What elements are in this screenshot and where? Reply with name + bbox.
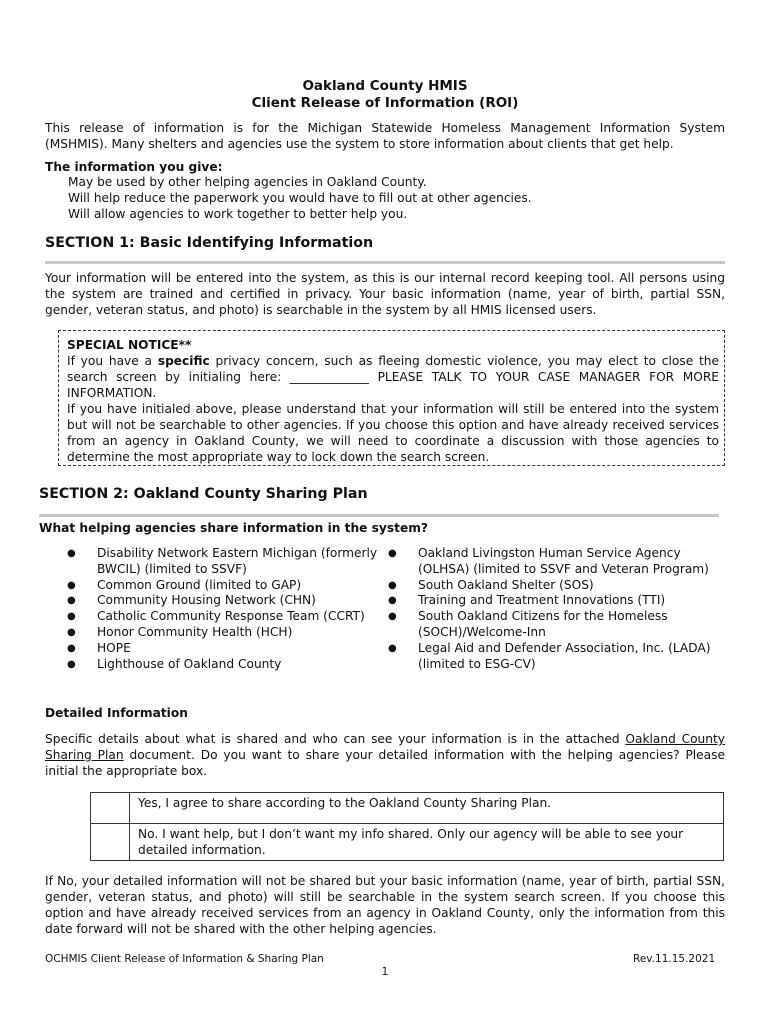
- section2-heading: SECTION 2: Oakland County Sharing Plan: [39, 486, 368, 502]
- special-notice-title: SPECIAL NOTICE**: [67, 338, 192, 352]
- page-number: 1: [381, 966, 389, 978]
- initial-box-yes[interactable]: [91, 793, 130, 824]
- section1-divider: [45, 261, 725, 264]
- info-item: Will allow agencies to work together to better help you.: [68, 206, 408, 221]
- special-notice-paragraph-2: If you have initialed above, please understand that your information will still be entered into the system but will not be searchable to other agencies. If you choose this option and have already received services from an agency in Oakland County, we will need to coordinate a discussion with those agencies to determine the most appropriate way to lock down the search screen.: [67, 402, 719, 464]
- detail-heading: Detailed Information: [45, 706, 188, 720]
- sharing-plan-link[interactable]: Oakland County Sharing Plan: [45, 732, 725, 762]
- consent-row-no: [91, 824, 724, 861]
- agency-item: ● Catholic Community Response Team (CCRT): [64, 609, 394, 625]
- special-notice-paragraph-1: If you have a specific privacy concern, such as fleeing domestic violence, you may elect to close the search screen by initialing here: _____________ PLEASE TALK TO YOUR CASE MANAGER FOR MORE INFORMATION.: [67, 354, 719, 400]
- agency-item: ● Legal Aid and Defender Association, Inc. (LADA) (limited to ESG-CV): [385, 641, 735, 673]
- closing-paragraph: If No, your detailed information will not be shared but your basic information (name, year of birth, partial SSN, gender, veteran status, and photo) will still be searchable in the system search screen. If you choose this option and have already received services from an agency in Oakland County, only the information from this date forward will not be shared with the other helping agencies.: [45, 874, 725, 936]
- specific-emphasis: specific: [157, 354, 210, 368]
- agencies-question: What helping agencies share information in the system?: [39, 521, 428, 535]
- agency-list-right: [385, 546, 735, 672]
- special-notice-box: [58, 330, 725, 466]
- info-list: [68, 175, 532, 222]
- section1-paragraph: Your information will be entered into the system, as this is our internal record keeping tool. All persons using the system are trained and certified in privacy. Your basic information (name, year of birth, partial SSN, gender, veteran status, and photo) is searchable in the system by all HMIS licensed users.: [45, 271, 725, 317]
- info-item: May be used by other helping agencies in Oakland County.: [68, 175, 427, 189]
- agency-item: ● Training and Treatment Innovations (TTI): [385, 593, 735, 609]
- consent-row-yes: [91, 793, 724, 824]
- detail-paragraph: Specific details about what is shared and who can see your information is in the attached Oakland County Sharing Plan document. Do you want to share your detailed information with the helping agencies? Please initial the appropriate box.: [45, 732, 725, 778]
- document-subtitle: Client Release of Information (ROI): [251, 95, 519, 111]
- agency-item: ● HOPE: [64, 641, 394, 657]
- consent-no-text: No. I want help, but I don’t want my info shared. Only our agency will be able to see your detailed information.: [130, 824, 724, 861]
- info-item: Will help reduce the paperwork you would have to fill out at other agencies.: [68, 190, 532, 205]
- footer-document-name: OCHMIS Client Release of Information & Sharing Plan: [45, 953, 324, 965]
- agency-item: ● South Oakland Citizens for the Homeless (SOCH)/Welcome-Inn: [385, 609, 735, 641]
- agency-item: ● Lighthouse of Oakland County: [64, 657, 394, 673]
- agency-item: ● Community Housing Network (CHN): [64, 593, 394, 609]
- initial-box-no[interactable]: [91, 824, 130, 861]
- info-heading: The information you give:: [45, 160, 223, 174]
- section2-divider: [39, 514, 719, 517]
- document-title: Oakland County HMIS: [302, 78, 468, 94]
- intro-paragraph: This release of information is for the Michigan Statewide Homeless Management Information System (MSHMIS). Many shelters and agencies use the system to store information about clients that get help.: [45, 121, 725, 151]
- agency-item: ● Disability Network Eastern Michigan (formerly BWCIL) (limited to SSVF): [64, 546, 394, 578]
- agency-list-left: [64, 546, 394, 672]
- footer-revision: Rev.11.15.2021: [633, 953, 716, 965]
- section1-heading: SECTION 1: Basic Identifying Information: [45, 235, 374, 251]
- agency-item: ● South Oakland Shelter (SOS): [385, 578, 735, 594]
- agency-item: ● Oakland Livingston Human Service Agency (OLHSA) (limited to SSVF and Veteran Program): [385, 546, 735, 578]
- agency-item: ● Honor Community Health (HCH): [64, 625, 394, 641]
- consent-yes-text: Yes, I agree to share according to the Oakland County Sharing Plan.: [130, 793, 724, 824]
- agency-item: ● Common Ground (limited to GAP): [64, 578, 394, 594]
- consent-choice-table: [90, 792, 724, 861]
